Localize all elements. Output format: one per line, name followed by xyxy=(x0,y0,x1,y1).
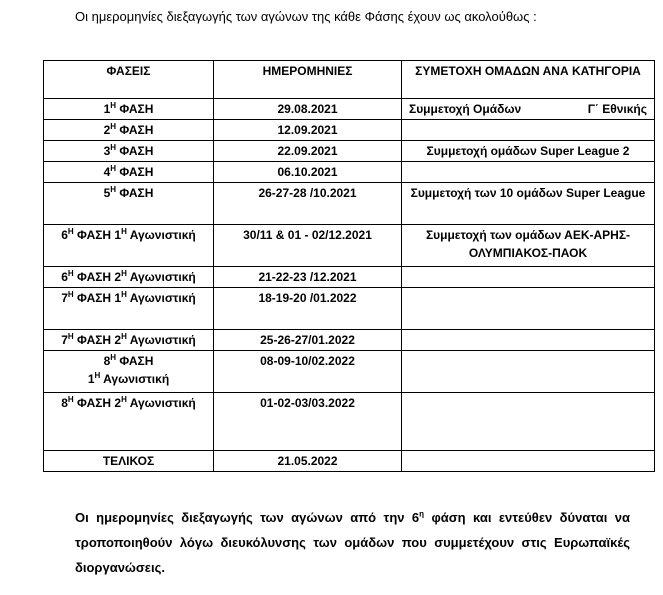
table-row xyxy=(44,267,655,288)
table-row xyxy=(44,393,655,451)
date-cell: 06.10.2021 xyxy=(214,162,402,183)
phase-cell: $3^H$ ΦΑΣΗ xyxy=(44,141,214,162)
phase-cell: $6^H$ ΦΑΣΗ $1^H$ Αγωνιστική xyxy=(44,225,214,267)
date-cell: 26-27-28 /10.2021 xyxy=(214,183,402,225)
table-row xyxy=(44,162,655,183)
table-row xyxy=(44,120,655,141)
date-cell: 18-19-20 /01.2022 xyxy=(214,288,402,330)
header-participation: ΣΥΜΕΤΟΧΗ ΟΜΑΔΩΝ ΑΝΑ ΚΑΤΗΓΟΡΙΑ xyxy=(402,61,655,99)
intro-text: Οι ημερομηνίες διεξαγωγής των αγώνων της κάθε Φάσης έχουν ως ακολούθως : xyxy=(75,9,537,24)
date-cell: 08-09-10/02.2022 xyxy=(214,351,402,393)
table-row xyxy=(44,183,655,225)
participation-cell xyxy=(402,330,655,351)
header-dates: ΗΜΕΡΟΜΗΝΙΕΣ xyxy=(214,61,402,99)
participation-cell: Συμμετοχή των 10 ομάδων Super League xyxy=(402,183,655,225)
table-row xyxy=(44,288,655,330)
date-cell: 30/11 & 01 - 02/12.2021 xyxy=(214,225,402,267)
participation-cell: Συμμετοχή Ομάδων Γ΄ Εθνικής xyxy=(402,99,655,120)
table-row xyxy=(44,451,655,472)
date-cell: 29.08.2021 xyxy=(214,99,402,120)
participation-cell xyxy=(402,351,655,393)
table-row xyxy=(44,225,655,267)
phase-cell: $8^H$ ΦΑΣΗ $1^H$ Αγωνιστική xyxy=(44,351,214,393)
table-header-row xyxy=(44,61,655,99)
phase-cell: $7^H$ ΦΑΣΗ $1^H$ Αγωνιστική xyxy=(44,288,214,330)
phase-cell: $4^H$ ΦΑΣΗ xyxy=(44,162,214,183)
phase-cell: $2^H$ ΦΑΣΗ xyxy=(44,120,214,141)
date-cell: 21.05.2022 xyxy=(214,451,402,472)
table-row xyxy=(44,99,655,120)
participation-cell xyxy=(402,162,655,183)
phase-cell: $6^H$ ΦΑΣΗ $2^H$ Αγωνιστική xyxy=(44,267,214,288)
table-row xyxy=(44,330,655,351)
date-cell: 12.09.2021 xyxy=(214,120,402,141)
participation-cell: Συμμετοχή ομάδων Super League 2 xyxy=(402,141,655,162)
participation-cell xyxy=(402,288,655,330)
date-cell: 21-22-23 /12.2021 xyxy=(214,267,402,288)
table-row xyxy=(44,141,655,162)
phase-cell: $5^H$ ΦΑΣΗ xyxy=(44,183,214,225)
phase-schedule-table xyxy=(43,60,655,472)
phase-cell: ΤΕΛΙΚΟΣ xyxy=(44,451,214,472)
date-cell: 22.09.2021 xyxy=(214,141,402,162)
phase-cell: $8^H$ ΦΑΣΗ $2^H$ Αγωνιστική xyxy=(44,393,214,451)
participation-cell xyxy=(402,451,655,472)
participation-cell xyxy=(402,267,655,288)
participation-cell: Συμμετοχή των ομάδων ΑΕΚ-ΑΡΗΣ-ΟΛΥΜΠΙΑΚΟΣ-ΠΑΟΚ xyxy=(402,225,655,267)
participation-cell xyxy=(402,120,655,141)
participation-cell xyxy=(402,393,655,451)
phase-cell: $1^H$ ΦΑΣΗ xyxy=(44,99,214,120)
header-phases: ΦΑΣΕΙΣ xyxy=(44,61,214,99)
date-cell: 01-02-03/03.2022 xyxy=(214,393,402,451)
table-row xyxy=(44,351,655,393)
date-cell: 25-26-27/01.2022 xyxy=(214,330,402,351)
outro-note: Οι ημερομηνίες διεξαγωγής των αγώνων από την $6^\eta$ φάση και εντεύθεν δύναται να τροποποιηθούν λόγω διευκόλυνσης των ομάδων που συμμετέχουν στις Ευρωπαϊκές διοργανώσεις. xyxy=(75,509,630,575)
phase-cell: $7^H$ ΦΑΣΗ $2^H$ Αγωνιστική xyxy=(44,330,214,351)
